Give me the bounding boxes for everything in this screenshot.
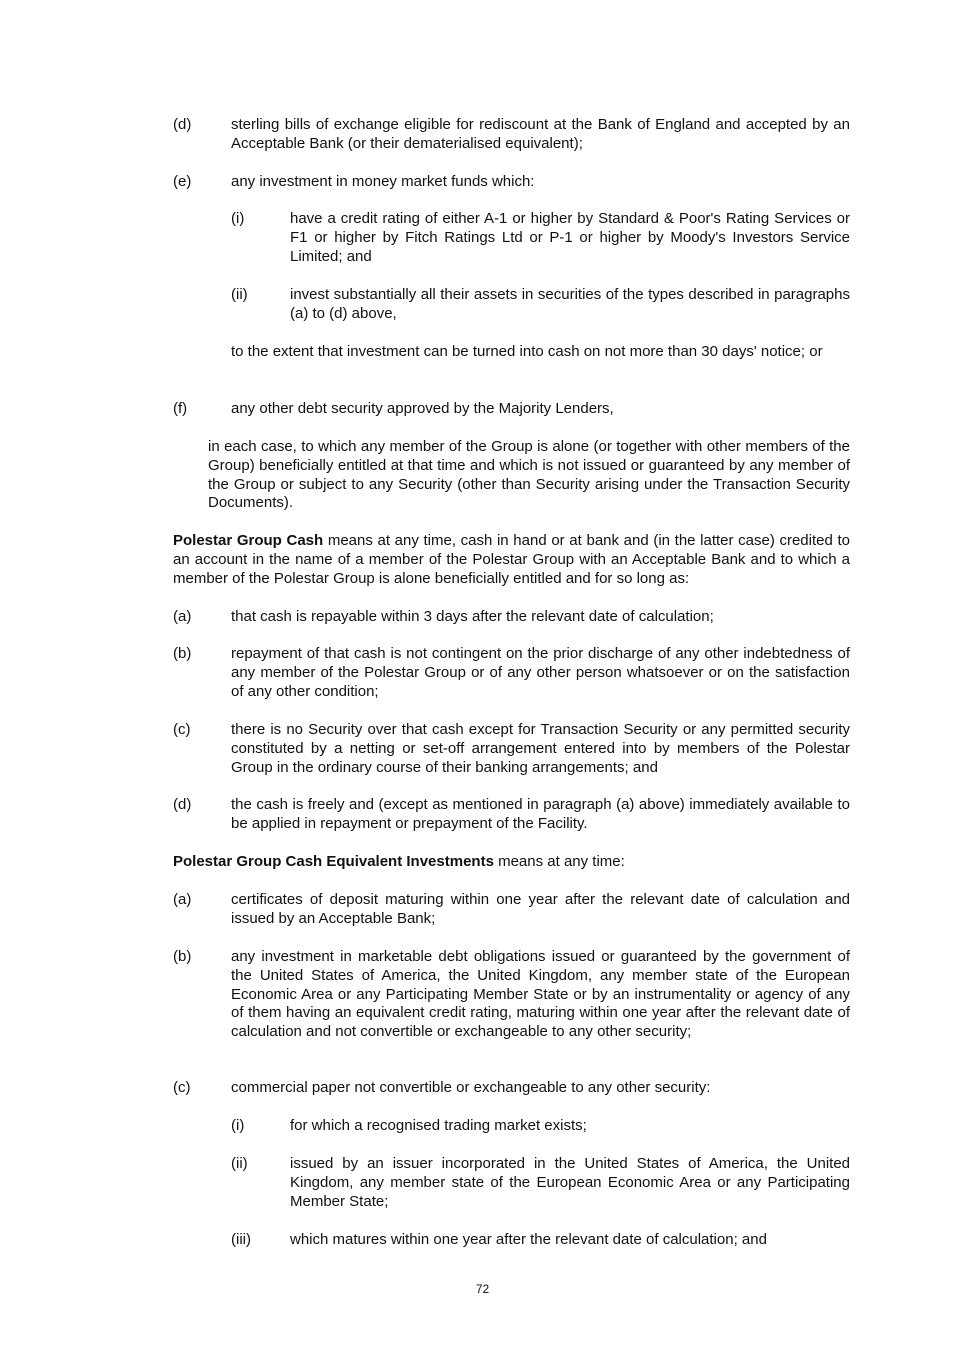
item-label: (b)	[173, 645, 192, 662]
item-text: any investment in marketable debt obligations issued or guaranteed by the government of the United States of America, the United Kingdom, any member state of the European Economic Area or any Participating Member State or by an instrumentality or agency of any of them having an equivalent credit rating, maturing within one year after the relevant date of calculation and not convertible or exchangeable to any other security;	[231, 948, 850, 1041]
subitem-label: (ii)	[231, 1155, 248, 1172]
defined-term: Polestar Group Cash Equivalent Investments	[173, 853, 494, 870]
definition-polestar-group-cash-equivalent-investments	[173, 853, 850, 872]
item-text: repayment of that cash is not contingent on the prior discharge of any other indebtedness of any member of the Polestar Group or of any other person whatsoever or on the satisfaction of any other condition;	[231, 645, 850, 700]
item-text: that cash is repayable within 3 days after the relevant date of calculation;	[231, 608, 714, 625]
item-text: commercial paper not convertible or exchangeable to any other security:	[231, 1079, 711, 1096]
item-label: (d)	[173, 116, 192, 133]
defined-term: Polestar Group Cash	[173, 532, 324, 549]
item-label: (f)	[173, 400, 188, 417]
subitem-label: (ii)	[231, 286, 248, 303]
definition-polestar-group-cash	[173, 532, 850, 588]
paragraph-each-case: in each case, to which any member of the Group is alone (or together with other members of the Group) beneficially entitled at that time and which is not issued or guaranteed by any member of the Group or subject to any Security (other than Security arising under the Transaction Security Documents).	[208, 438, 850, 512]
subitem-text: for which a recognised trading market exists;	[290, 1117, 587, 1134]
subitem-text: invest substantially all their assets in securities of the types described in paragraphs (a) to (d) above,	[290, 286, 850, 322]
subitem-text: have a credit rating of either A-1 or higher by Standard & Poor's Rating Services or F1 or higher by Fitch Ratings Ltd or P-1 or higher by Moody's Investors Service Limited; and	[290, 210, 850, 265]
item-text: there is no Security over that cash except for Transaction Security or any permitted security constituted by a netting or set-off arrangement entered into by members of the Polestar Group in the ordinary course of their banking arrangements; and	[231, 721, 850, 776]
item-text: sterling bills of exchange eligible for rediscount at the Bank of England and accepted by an Acceptable Bank (or their dematerialised equivalent);	[231, 116, 850, 152]
item-label: (b)	[173, 948, 192, 965]
subitem-label: (i)	[231, 210, 245, 227]
item-label: (a)	[173, 608, 192, 625]
item-text: any investment in money market funds which:	[231, 173, 535, 190]
subitem-text: issued by an issuer incorporated in the United States of America, the United Kingdom, any member state of the European Economic Area or any Participating Member State;	[290, 1155, 850, 1210]
item-text: certificates of deposit maturing within one year after the relevant date of calculation and issued by an Acceptable Bank;	[231, 891, 850, 927]
item-label: (e)	[173, 173, 192, 190]
item-text: any other debt security approved by the Majority Lenders,	[231, 400, 614, 417]
page-number: 72	[475, 1282, 490, 1296]
subitem-text: which matures within one year after the relevant date of calculation; and	[290, 1231, 767, 1248]
item-label: (d)	[173, 796, 192, 813]
item-label: (c)	[173, 721, 191, 738]
item-label: (c)	[173, 1079, 191, 1096]
item-label: (a)	[173, 891, 192, 908]
subitem-label: (iii)	[231, 1231, 251, 1248]
subitem-label: (i)	[231, 1117, 245, 1134]
definition-text: means at any time:	[493, 853, 625, 870]
definition-text: means at any time, cash in hand or at bank and (in the latter case) credited to an account in the name of a member of the Polestar Group with an Acceptable Bank and to which a member of the Polestar Group is alone beneficially entitled and for so long as:	[173, 532, 850, 587]
paragraph-e-tail: to the extent that investment can be turned into cash on not more than 30 days' notice; or	[231, 343, 823, 360]
item-text: the cash is freely and (except as mentioned in paragraph (a) above) immediately available to be applied in repayment or prepayment of the Facility.	[231, 796, 850, 832]
